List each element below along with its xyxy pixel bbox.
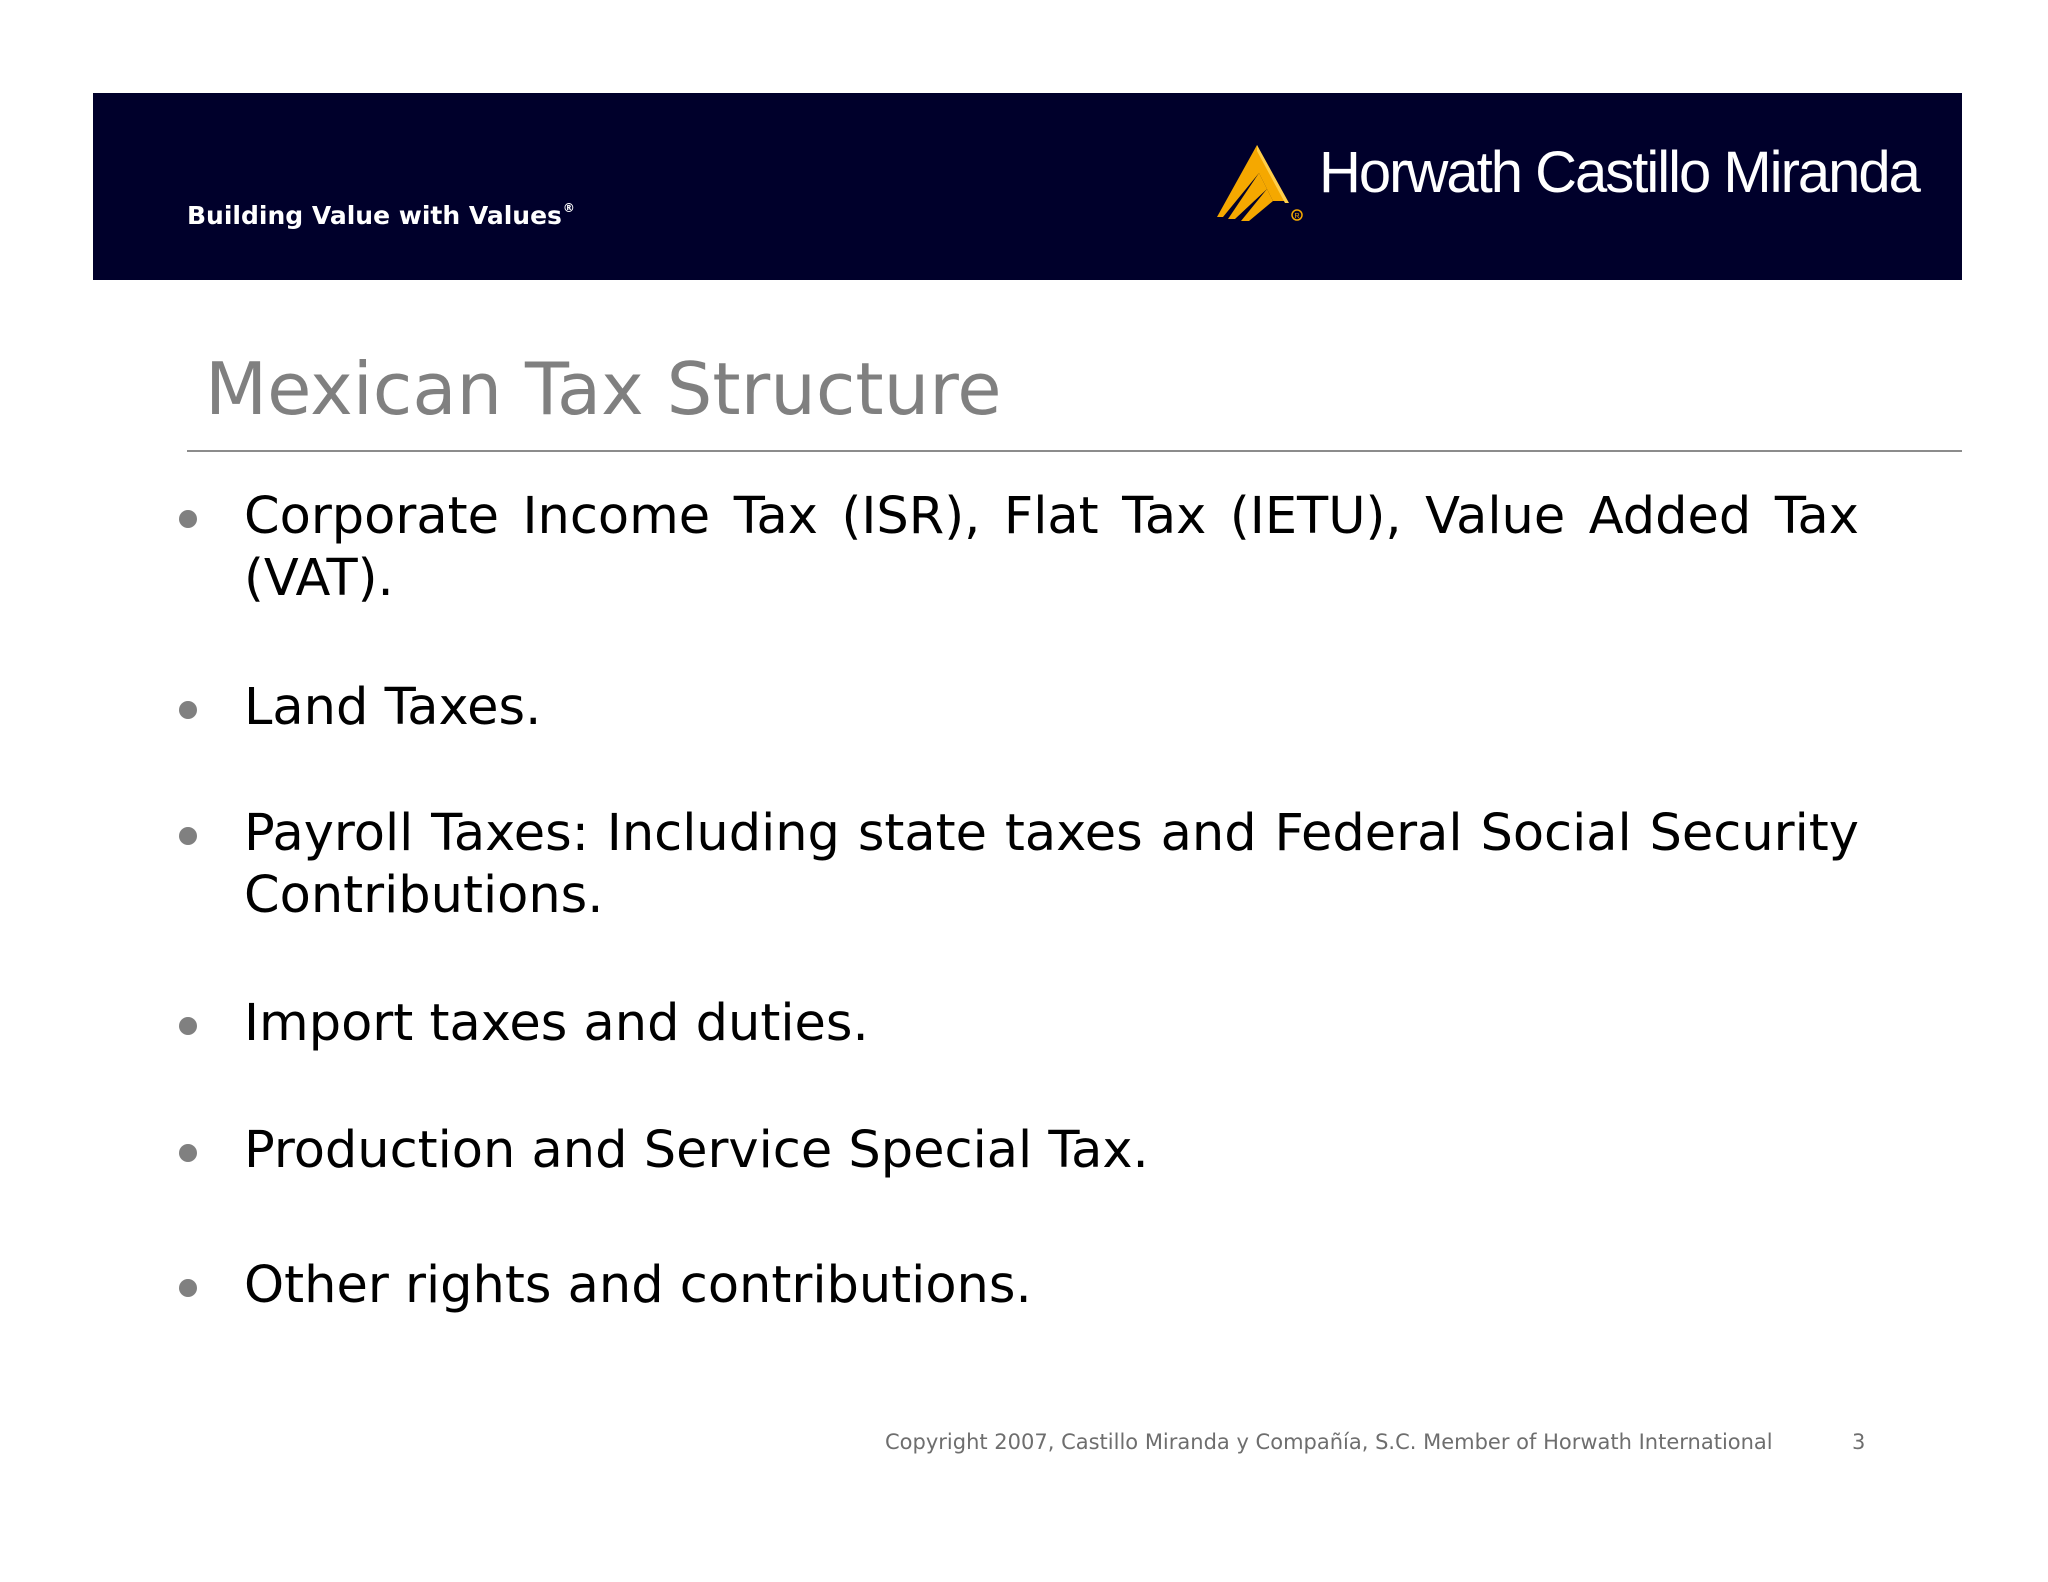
bullet-item bbox=[179, 1255, 1859, 1317]
bullet-item bbox=[179, 486, 1859, 610]
horwath-pyramid-logo-icon bbox=[1213, 143, 1313, 223]
bullet-dot-icon bbox=[179, 827, 197, 845]
header-banner bbox=[93, 93, 1962, 280]
page-title: Mexican Tax Structure bbox=[205, 347, 1002, 431]
bullet-text: Other rights and contributions. bbox=[244, 1256, 1032, 1315]
page-number: 3 bbox=[1852, 1430, 1866, 1454]
bullet-item bbox=[179, 677, 1859, 739]
bullet-text: Payroll Taxes: Including state taxes and Federal Social Security Contributions. bbox=[244, 804, 1859, 925]
company-logo bbox=[1213, 140, 1933, 223]
footer-copyright: Copyright 2007, Castillo Miranda y Compañía, S.C. Member of Horwath International bbox=[885, 1430, 1773, 1454]
logo-wordmark: Horwath Castillo Miranda bbox=[1319, 140, 1919, 205]
bullet-text: Production and Service Special Tax. bbox=[244, 1121, 1149, 1180]
title-divider bbox=[187, 450, 1962, 452]
bullet-dot-icon bbox=[179, 1017, 197, 1035]
tagline-text: Building Value with Values bbox=[187, 201, 562, 230]
bullet-dot-icon bbox=[179, 1144, 197, 1162]
bullet-text: Import taxes and duties. bbox=[244, 994, 869, 1053]
bullet-text: Corporate Income Tax (ISR), Flat Tax (IETU), Value Added Tax (VAT). bbox=[244, 487, 1859, 608]
bullet-dot-icon bbox=[179, 510, 197, 528]
svg-text:R: R bbox=[1294, 213, 1300, 220]
bullet-item bbox=[179, 1120, 1859, 1182]
tagline bbox=[187, 201, 575, 230]
bullet-dot-icon bbox=[179, 1279, 197, 1297]
bullet-dot-icon bbox=[179, 701, 197, 719]
bullet-item bbox=[179, 993, 1859, 1055]
bullet-item bbox=[179, 803, 1859, 927]
registered-mark: ® bbox=[562, 201, 575, 215]
bullet-text: Land Taxes. bbox=[244, 678, 542, 737]
